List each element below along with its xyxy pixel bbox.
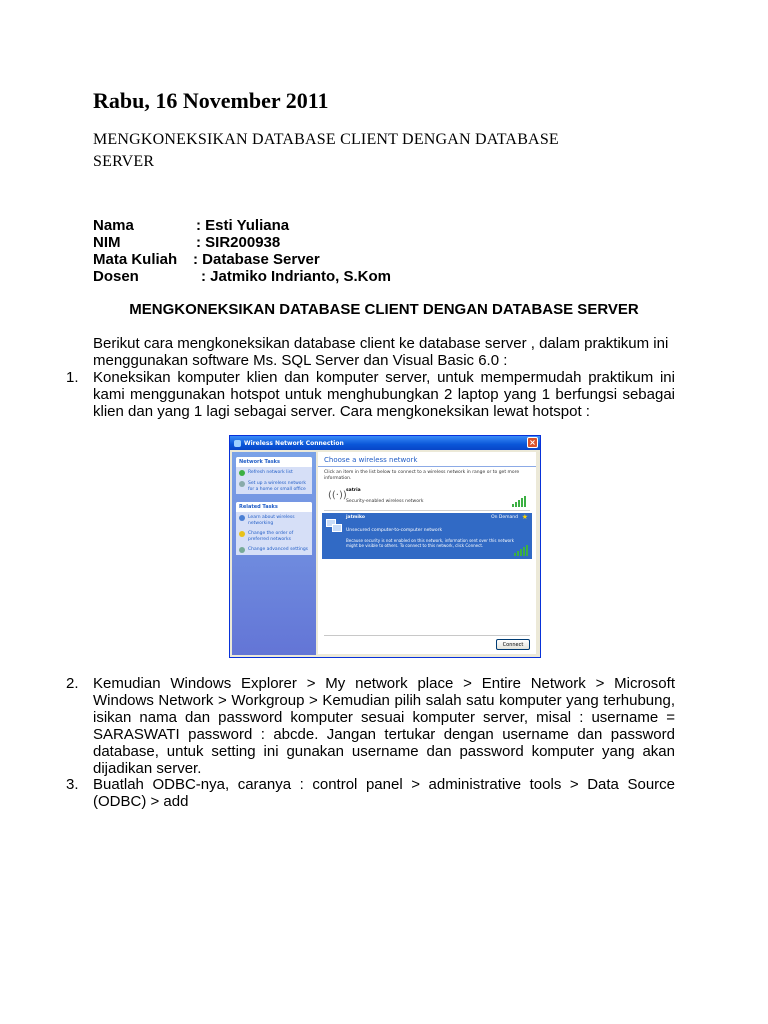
- info-row-dosen: [93, 268, 391, 285]
- network-status: Security-enabled wireless network: [346, 499, 424, 504]
- info-value: : SIR200938: [196, 234, 281, 251]
- signal-strength-icon: [514, 545, 528, 556]
- task-label: Refresh network list: [248, 470, 293, 475]
- info-icon: [239, 515, 245, 521]
- network-status: Unsecured computer-to-computer network: [346, 528, 443, 533]
- wireless-icon: [234, 440, 241, 447]
- network-description: Because security is not enabled on this network, information sent over this network might be visible to others. To connect to this network, click Connect.: [346, 538, 515, 548]
- info-row-mata-kuliah: [93, 251, 391, 268]
- network-item: [324, 486, 530, 511]
- task-label: Set up a wireless network for a home or small office: [248, 481, 307, 492]
- network-setup-icon: [239, 481, 245, 487]
- window-titlebar: [230, 436, 540, 450]
- star-icon: ★: [521, 513, 528, 521]
- task-item: [236, 467, 312, 478]
- content-title: Choose a wireless network: [318, 452, 536, 467]
- info-key: Mata Kuliah: [93, 251, 178, 268]
- network-mode: On Demand: [491, 515, 518, 520]
- task-label: Learn about wireless networking: [248, 515, 295, 526]
- info-key: Dosen: [93, 268, 139, 285]
- network-item-selected: [322, 513, 532, 559]
- list-text: Buatlah ODBC-nya, caranya : control panel > administrative tools > Data Source (ODBC) > add: [93, 776, 675, 810]
- antenna-icon: ((·)): [328, 490, 347, 501]
- list-number: 3.: [66, 776, 79, 793]
- info-value: : Jatmiko Indrianto, S.Kom: [201, 268, 392, 285]
- info-row-nama: [93, 217, 391, 234]
- window-title: Wireless Network Connection: [244, 439, 344, 447]
- document-date: Rabu, 16 November 2011: [93, 88, 329, 113]
- settings-icon: [239, 547, 245, 553]
- task-label: Change advanced settings: [248, 547, 309, 552]
- connect-button: Connect: [496, 639, 530, 650]
- task-item: [236, 528, 312, 544]
- list-number: 2.: [66, 675, 79, 692]
- task-label: Change the order of preferred networks: [248, 531, 294, 542]
- network-name: jatmiko: [346, 515, 365, 520]
- signal-strength-icon: [512, 496, 526, 507]
- refresh-icon: [239, 470, 245, 476]
- student-info: [93, 217, 391, 285]
- document-title-line-2: SERVER: [93, 153, 155, 170]
- task-item: [236, 478, 312, 494]
- list-text: Koneksikan komputer klien dan komputer server, untuk mempermudah praktikum ini kami menggunakan hotspot untuk menghubungkan 2 laptop yang 1 berfungsi sebagai klien dan yang 1 lagi sebagai server. Cara mengkoneksikan lewat hotspot :: [93, 369, 675, 420]
- info-row-nim: [93, 234, 391, 251]
- wireless-network-screenshot: [229, 435, 541, 658]
- close-icon: ×: [527, 437, 538, 448]
- task-item: [236, 512, 312, 528]
- document-title-line-1: MENGKONEKSIKAN DATABASE CLIENT DENGAN DATABASE: [93, 131, 559, 148]
- task-sidebar: [232, 452, 316, 655]
- network-list-area: [318, 452, 536, 654]
- list-item: [66, 776, 675, 810]
- star-icon: [239, 531, 245, 537]
- related-tasks-panel: [236, 502, 312, 555]
- panel-header: Network Tasks: [236, 457, 312, 467]
- list-item: [66, 369, 675, 420]
- panel-header: Related Tasks: [236, 502, 312, 512]
- computer-to-computer-icon: [326, 519, 342, 533]
- info-key: Nama: [93, 217, 134, 234]
- intro-paragraph: Berikut cara mengkoneksikan database client ke database server , dalam praktikum ini menggunakan software Ms. SQL Server dan Visual Basic 6.0 :: [93, 335, 669, 369]
- document-title: [93, 129, 653, 173]
- info-value: : Database Server: [193, 251, 320, 268]
- content-description: Click an item in the list below to connect to a wireless network in range or to get more information.: [324, 470, 520, 481]
- divider: [324, 635, 530, 636]
- network-tasks-panel: [236, 457, 312, 494]
- info-value: : Esti Yuliana: [196, 217, 290, 234]
- info-key: NIM: [93, 234, 121, 251]
- list-item: [66, 675, 675, 777]
- section-heading: MENGKONEKSIKAN DATABASE CLIENT DENGAN DATABASE SERVER: [129, 301, 639, 318]
- task-item: [236, 544, 312, 555]
- list-text: Kemudian Windows Explorer > My network place > Entire Network > Microsoft Windows Network > Workgroup > Kemudian pilih salah satu komputer yang terhubung, isikan nama dan password komputer sesuai komputer server, misal : username = SARASWATI password : abcde. Jangan tertukar dengan username dan password database, untuk setting ini gunakan username dan password komputer yang akan dijadikan server.: [93, 675, 675, 777]
- list-number: 1.: [66, 369, 79, 386]
- network-name: satria: [346, 488, 361, 493]
